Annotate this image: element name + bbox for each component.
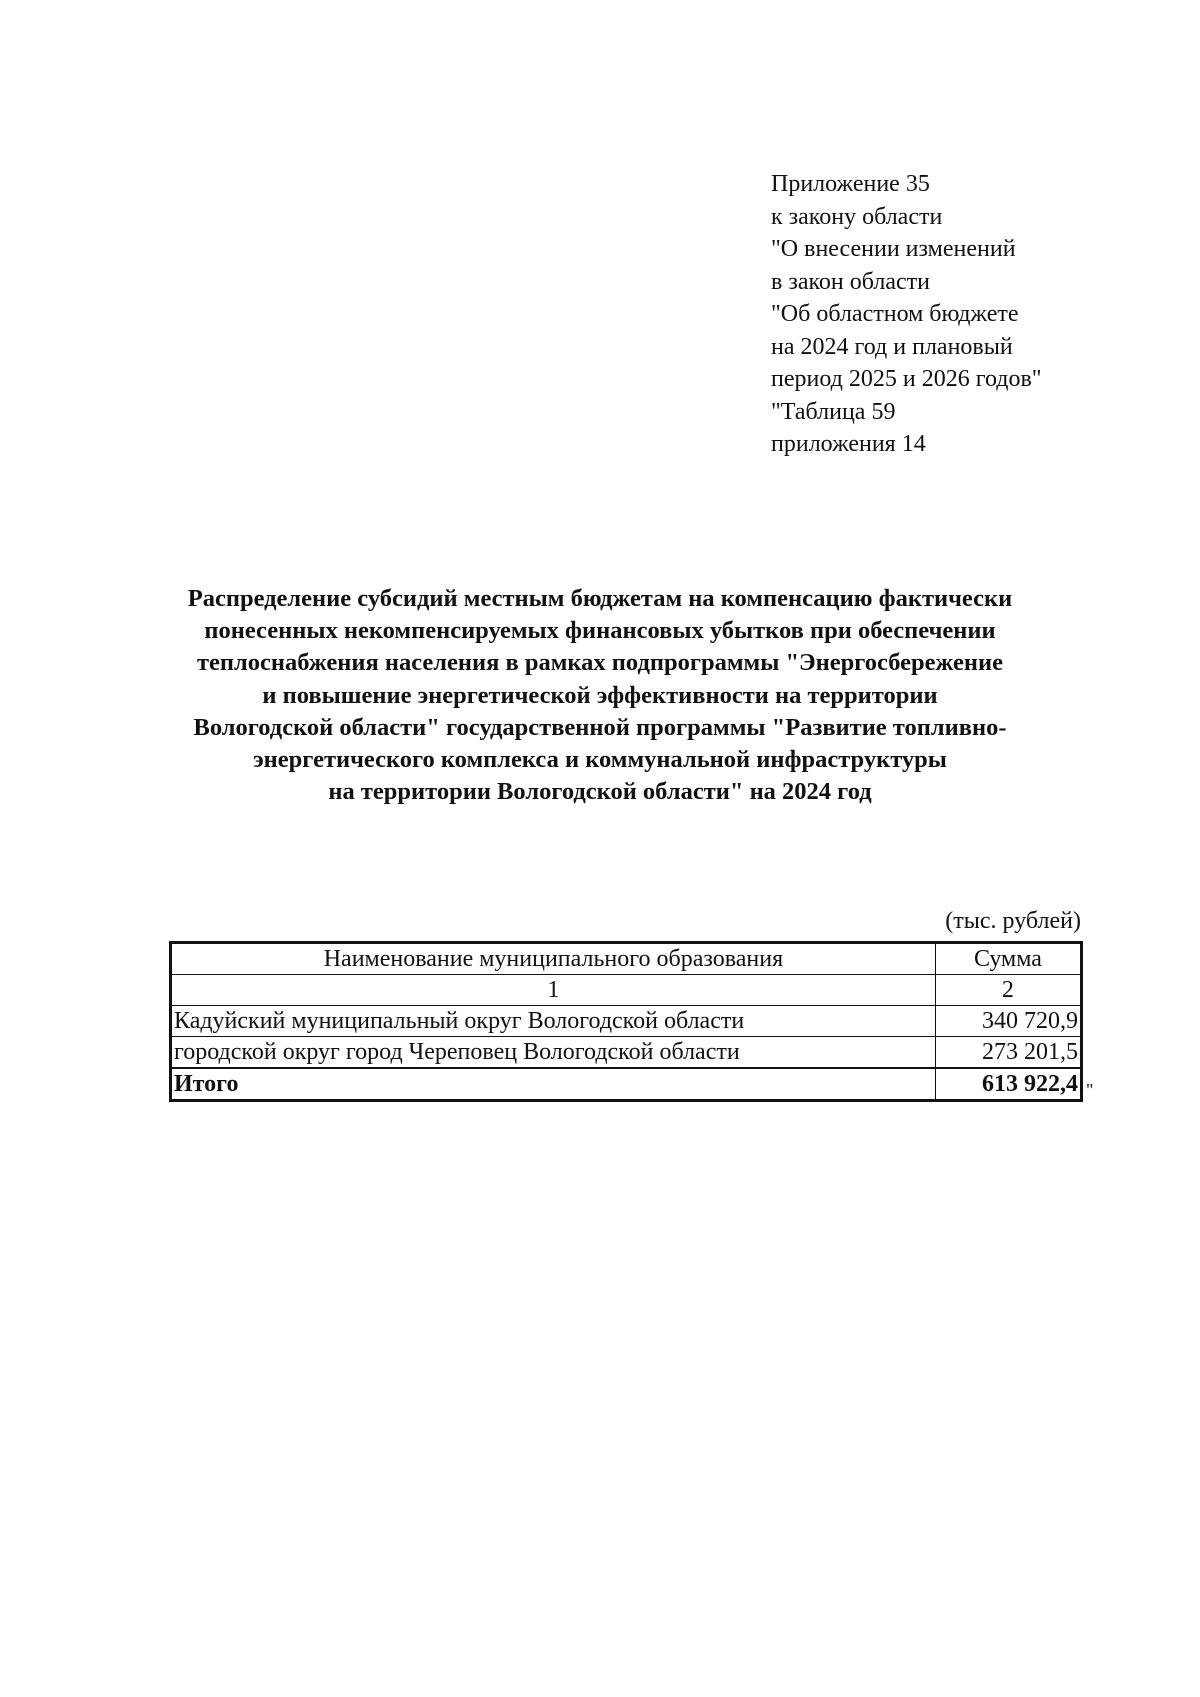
title-line: Вологодской области" государственной программы "Развитие топливно- xyxy=(193,713,1007,741)
closing-quote: " xyxy=(1086,1080,1094,1100)
total-label: Итого xyxy=(171,1068,936,1101)
title-line: на территории Вологодской области" на 2024 год xyxy=(328,778,872,806)
appendix-header xyxy=(771,168,1151,461)
title-line: энергетического комплекса и коммунальной инфраструктуры xyxy=(253,746,947,774)
subsidy-sum: 273 201,5 xyxy=(935,1037,1081,1069)
table-total-row xyxy=(171,1068,1082,1101)
header-line: период 2025 и 2026 годов" xyxy=(771,366,1042,392)
title-line: понесенных некомпенсируемых финансовых убытков при обеспечении xyxy=(204,617,996,645)
title-line: Распределение субсидий местным бюджетам на компенсацию фактически xyxy=(187,585,1013,612)
table-numbering-row xyxy=(171,975,1082,1006)
title-line: теплоснабжения населения в рамках подпрограммы "Энергосбережение xyxy=(197,649,1003,677)
header-line: "Таблица 59 xyxy=(771,398,896,425)
header-line: "О внесении изменений xyxy=(771,236,1016,262)
municipality-name: Кадуйский муниципальный округ Вологодской области xyxy=(171,1006,936,1037)
municipality-name: городской округ город Череповец Вологодской области xyxy=(171,1037,936,1069)
title-line: и повышение энергетической эффективности на территории xyxy=(262,681,938,709)
header-line: к закону области xyxy=(771,203,943,230)
document-title xyxy=(150,583,1050,808)
header-line: "Об областном бюджете xyxy=(771,301,1019,327)
header-line: приложения 14 xyxy=(771,431,926,457)
column-number: 1 xyxy=(171,975,936,1006)
subsidy-table xyxy=(169,941,1083,1102)
column-header-sum: Сумма xyxy=(935,943,1081,975)
header-line: в закон области xyxy=(771,268,930,295)
total-sum: 613 922,4 xyxy=(935,1068,1081,1101)
unit-label: (тыс. рублей) xyxy=(945,908,1081,934)
header-line: на 2024 год и плановый xyxy=(771,333,1013,360)
table-row xyxy=(171,1006,1082,1037)
table-header-row xyxy=(171,943,1082,975)
column-number: 2 xyxy=(935,975,1081,1006)
header-line: Приложение 35 xyxy=(771,171,930,197)
subsidy-sum: 340 720,9 xyxy=(935,1006,1081,1037)
column-header-name: Наименование муниципального образования xyxy=(171,943,936,975)
table-row xyxy=(171,1037,1082,1069)
